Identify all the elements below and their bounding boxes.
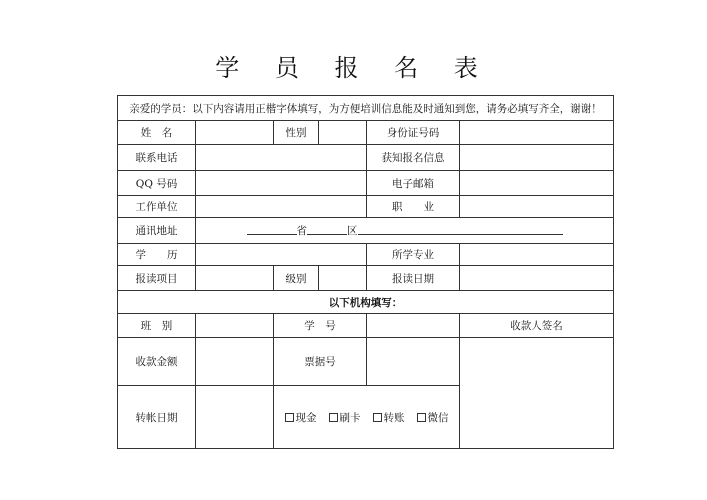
checkbox-icon: [285, 413, 294, 422]
label-work-unit: 工作单位: [118, 196, 196, 218]
row-phone: [118, 145, 614, 171]
row-work-unit: [118, 196, 614, 218]
district-label: 区: [347, 225, 358, 237]
form-notice: 亲爱的学员：以下内容请用正楷字体填写，为方便培训信息能及时通知到您，请务必填写齐全，谢谢！: [118, 96, 614, 121]
form-title: 学 员 报 名 表: [215, 54, 492, 82]
label-level: 级别: [274, 266, 319, 291]
level-field[interactable]: [319, 266, 367, 291]
label-address: 通讯地址: [118, 218, 196, 244]
label-education: 学 历: [118, 244, 196, 266]
row-program: [118, 266, 614, 291]
row-qq: [118, 171, 614, 196]
amount-field[interactable]: [196, 338, 274, 386]
label-occupation: 职 业: [367, 196, 460, 218]
label-amount: 收款金额: [118, 338, 196, 386]
payment-option-wechat[interactable]: 微信: [417, 412, 449, 424]
label-class: 班 别: [118, 314, 196, 338]
institution-section-label: 以下机构填写：: [118, 291, 614, 314]
district-blank[interactable]: [307, 224, 347, 235]
label-source: 获知报名信息: [367, 145, 460, 171]
payment-option-card[interactable]: 刷卡: [329, 412, 361, 424]
label-payee-signature: 收款人签名: [460, 314, 614, 338]
province-label: 省: [296, 225, 307, 237]
label-program: 报读项目: [118, 266, 196, 291]
education-field[interactable]: [196, 244, 367, 266]
label-email: 电子邮箱: [367, 171, 460, 196]
label-major: 所学专业: [367, 244, 460, 266]
class-field[interactable]: [196, 314, 274, 338]
checkbox-icon: [373, 413, 382, 422]
student-no-field[interactable]: [367, 314, 460, 338]
id-number-field[interactable]: [460, 121, 614, 145]
occupation-field[interactable]: [460, 196, 614, 218]
checkbox-icon: [329, 413, 338, 422]
label-transfer-date: 转帐日期: [118, 386, 196, 449]
label-gender: 性别: [274, 121, 319, 145]
work-unit-field[interactable]: [196, 196, 367, 218]
label-id-number: 身份证号码: [367, 121, 460, 145]
qq-field[interactable]: [196, 171, 367, 196]
row-institution-header: [118, 291, 614, 314]
name-field[interactable]: [196, 121, 274, 145]
receipt-no-field[interactable]: [367, 338, 460, 386]
major-field[interactable]: [460, 244, 614, 266]
email-field[interactable]: [460, 171, 614, 196]
label-qq: QQ 号码: [118, 171, 196, 196]
row-education: [118, 244, 614, 266]
label-phone: 联系电话: [118, 145, 196, 171]
payment-option-transfer[interactable]: 转账: [373, 412, 405, 424]
label-receipt-no: 票据号: [274, 338, 367, 386]
payment-option-cash[interactable]: 现金: [285, 412, 317, 424]
source-field[interactable]: [460, 145, 614, 171]
row-name: [118, 121, 614, 145]
row-amount: [118, 338, 614, 386]
payment-method-options: [274, 386, 460, 449]
checkbox-icon: [417, 413, 426, 422]
address-field[interactable]: [196, 218, 614, 244]
registration-form-table: [117, 95, 614, 449]
row-class: [118, 314, 614, 338]
payee-signature-field[interactable]: [460, 338, 614, 449]
label-name: 姓 名: [118, 121, 196, 145]
street-blank[interactable]: [358, 224, 563, 235]
gender-field[interactable]: [319, 121, 367, 145]
label-enroll-date: 报读日期: [367, 266, 460, 291]
province-blank[interactable]: [247, 224, 297, 235]
phone-field[interactable]: [196, 145, 367, 171]
enroll-date-field[interactable]: [460, 266, 614, 291]
notice-row: [118, 96, 614, 121]
transfer-date-field[interactable]: [196, 386, 274, 449]
row-address: [118, 218, 614, 244]
label-student-no: 学 号: [274, 314, 367, 338]
program-field[interactable]: [196, 266, 274, 291]
